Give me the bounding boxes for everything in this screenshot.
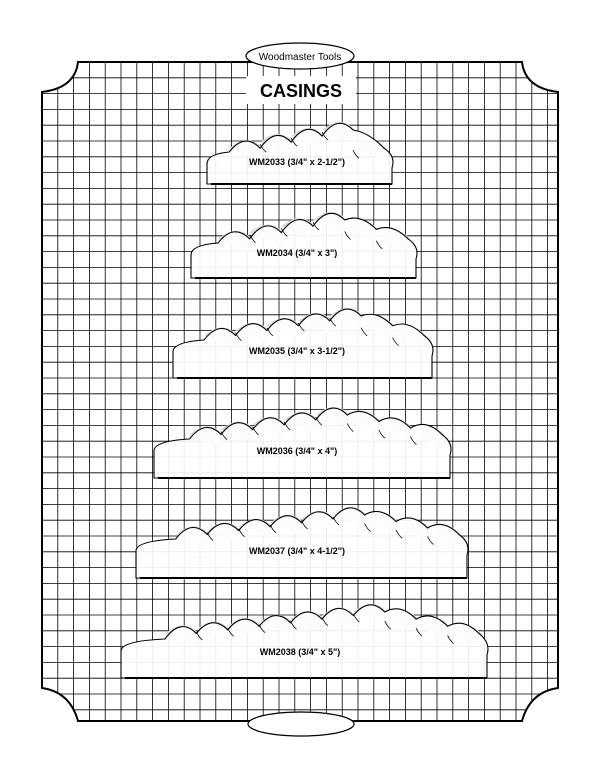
casing-outline	[136, 508, 468, 578]
casing-outline	[121, 605, 488, 678]
casing-outline	[207, 123, 393, 184]
profile-label: WM2035 (3/4" x 3-1/2")	[248, 346, 346, 356]
brand-badge	[246, 43, 354, 69]
profile-label: WM2038 (3/4" x 5")	[259, 647, 341, 657]
casing-profiles	[121, 122, 488, 678]
page-title: CASINGS	[259, 81, 343, 101]
casing-profile-wm2036	[154, 407, 451, 478]
casing-profile-wm2035	[173, 308, 433, 378]
title-block	[246, 76, 356, 104]
brand-name: Woodmaster Tools	[258, 52, 342, 63]
casing-outline	[191, 213, 417, 278]
casing-profile-wm2037	[136, 507, 468, 578]
casing-profile-wm2034	[191, 212, 417, 278]
profile-label: WM2033 (3/4" x 2-1/2")	[248, 157, 346, 167]
profile-label: WM2036 (3/4" x 4")	[256, 446, 338, 456]
profile-label: WM2037 (3/4" x 4-1/2")	[248, 546, 346, 556]
casing-outline	[154, 408, 451, 478]
footer-oval	[248, 712, 354, 736]
casing-profile-wm2033	[207, 122, 393, 184]
profile-label: WM2034 (3/4" x 3")	[256, 248, 338, 258]
